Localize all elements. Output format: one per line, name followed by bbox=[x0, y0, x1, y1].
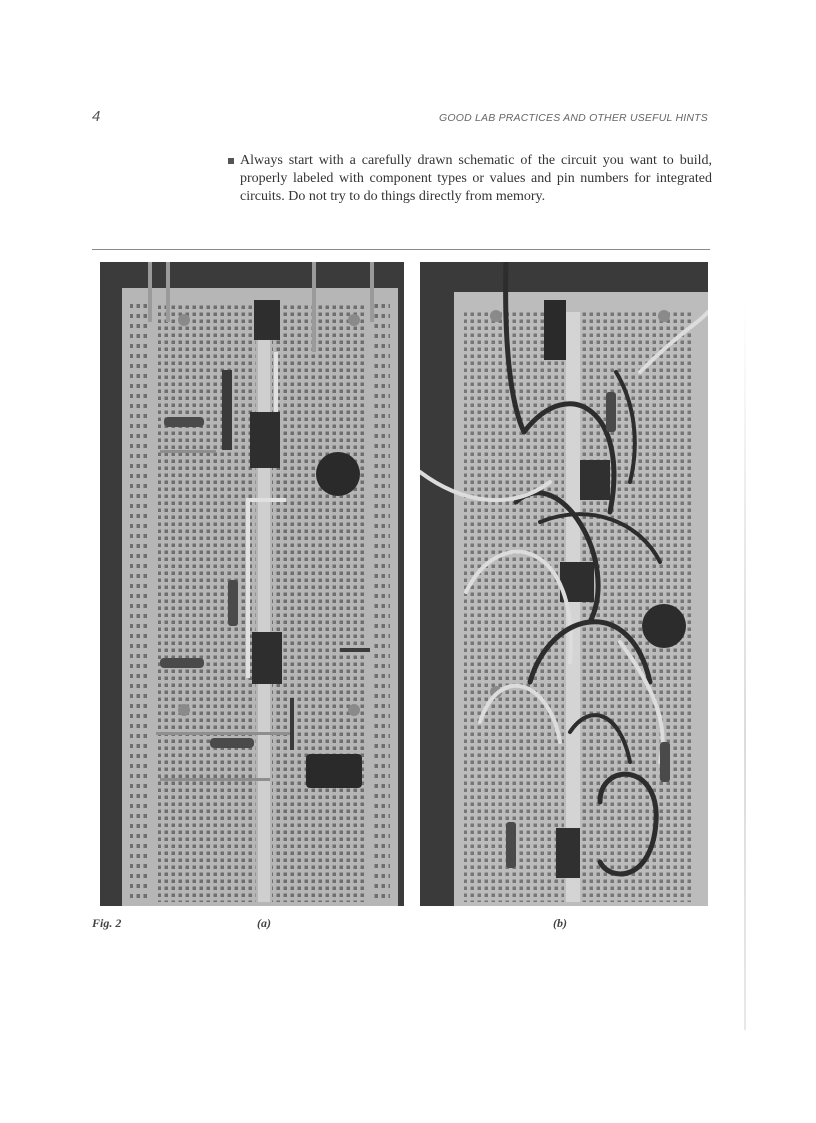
breadboard-b-illustration bbox=[420, 262, 708, 906]
breadboard-a-illustration bbox=[100, 262, 404, 906]
photo-breadboard-a bbox=[100, 262, 404, 906]
bullet-text: Always start with a carefully drawn schematic of the circuit you want to build, properly labeled with component types or values and pin numbers for integrated circuits. Do not try to do things directly from memory. bbox=[240, 153, 712, 204]
bullet-square-icon bbox=[228, 158, 234, 164]
scan-edge-shadow bbox=[744, 300, 746, 1030]
subfigure-label-b: (b) bbox=[553, 916, 567, 930]
horizontal-rule bbox=[92, 249, 710, 250]
figure-number: Fig. 2 bbox=[92, 916, 122, 930]
photo-breadboard-b bbox=[420, 262, 708, 906]
running-head: GOOD LAB PRACTICES AND OTHER USEFUL HINTS bbox=[439, 112, 708, 124]
bullet-paragraph bbox=[228, 152, 712, 206]
page-number: 4 bbox=[92, 108, 101, 125]
subfigure-label-a: (a) bbox=[257, 916, 271, 930]
